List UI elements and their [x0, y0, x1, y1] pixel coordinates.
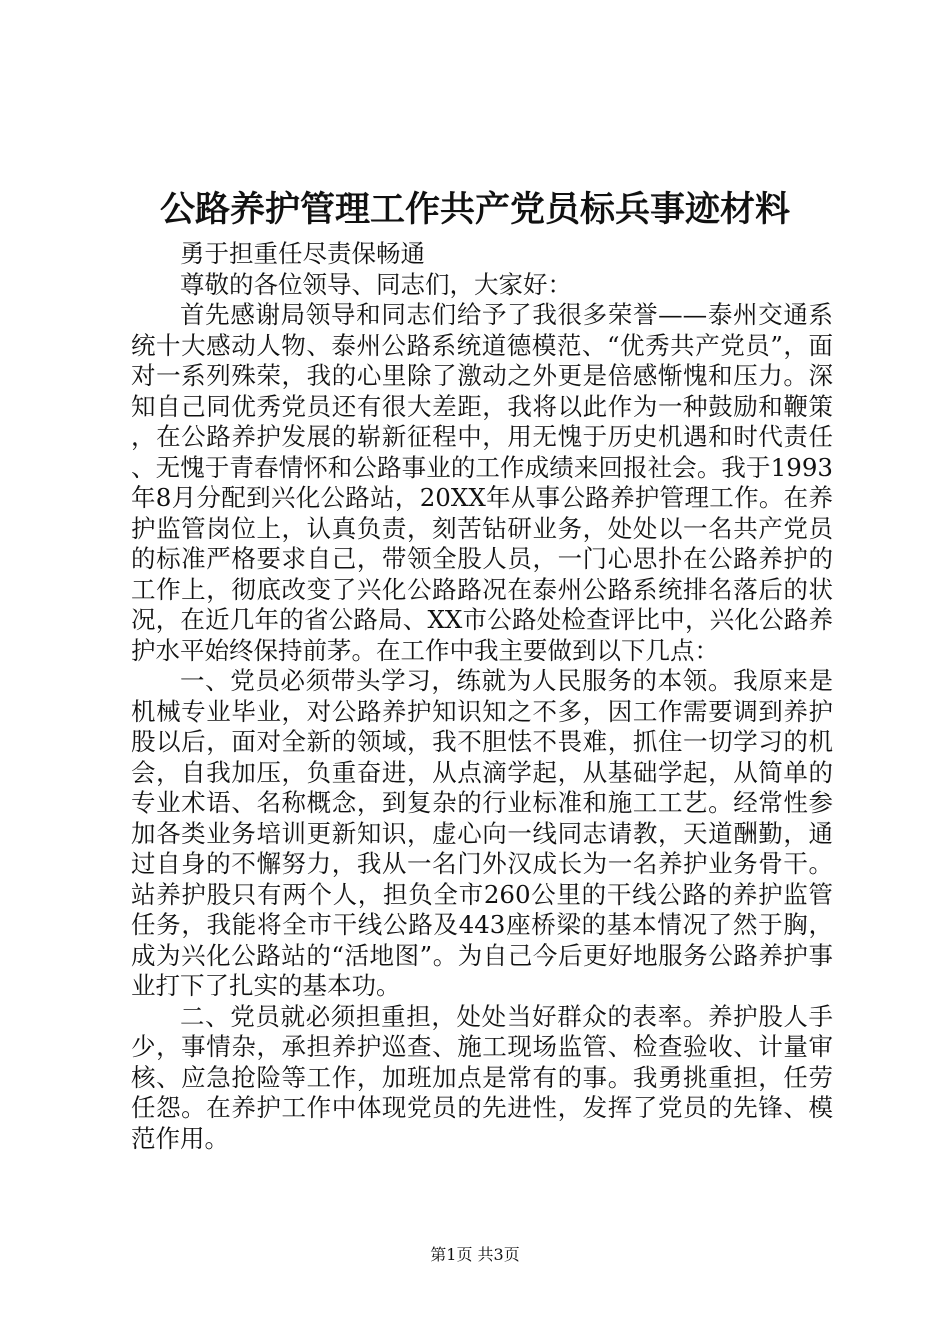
subtitle-paragraph: 勇于担重任尽责保畅通 — [180, 239, 425, 268]
intro-paragraph: 首先感谢局领导和同志们给予了我很多荣誉——泰州交通系统十大感动人物、泰州公路系统道德模范、“优秀共产党员”，面对一系列殊荣，我的心里除了激动之外更是倍感惭愧和压力。深知自己同优秀党员还有很大差距，我将以此作为一种鼓励和鞭策，在公路养护发展的崭新征程中，用无愧于历史机遇和时代责任、无愧于青春情怀和公路事业的工作成绩来回报社会。我于1993年8月分配到兴化公路站，20XX年从事公路养护管理工作。在养护监管岗位上，认真负责，刻苦钻研业务，处处以一名共产党员的标准严格要求自己，带领全股人员，一门心思扑在公路养护的工作上，彻底改变了兴化公路路况在泰州公路系统排名落后的状况，在近几年的省公路局、XX市公路处检查评比中，兴化公路养护水平始终保持前茅。在工作中我主要做到以下几点： — [131, 300, 833, 665]
document-body — [131, 239, 833, 1154]
page-number-footer: 第1页 共3页 — [430, 1245, 520, 1264]
point-two-paragraph: 二、党员就必须担重担，处处当好群众的表率。养护股人手少，事情杂，承担养护巡查、施工现场监管、检查验收、计量审核、应急抢险等工作，加班加点是常有的事。我勇挑重担，任劳任怨。在养护工作中体现党员的先进性，发挥了党员的先锋、模范作用。 — [131, 1001, 833, 1153]
salutation-paragraph: 尊敬的各位领导、同志们，大家好： — [180, 269, 572, 299]
document-title: 公路养护管理工作共产党员标兵事迹材料 — [159, 189, 790, 230]
point-one-paragraph: 一、党员必须带头学习，练就为人民服务的本领。我原来是机械专业毕业，对公路养护知识知之不多，因工作需要调到养护股以后，面对全新的领域，我不胆怯不畏难，抓住一切学习的机会，自我加压，负重奋进，从点滴学起，从基础学起，从简单的专业术语、名称概念，到复杂的行业标准和施工工艺。经常性参加各类业务培训更新知识，虚心向一线同志请教，天道酬勤，通过自身的不懈努力，我从一名门外汉成长为一名养护业务骨干。站养护股只有两个人，担负全市260公里的干线公路的养护监管任务，我能将全市干线公路及443座桥梁的基本情况了然于胸，成为兴化公路站的“活地图”。为自己今后更好地服务公路养护事业打下了扎实的基本功。 — [131, 666, 833, 1000]
